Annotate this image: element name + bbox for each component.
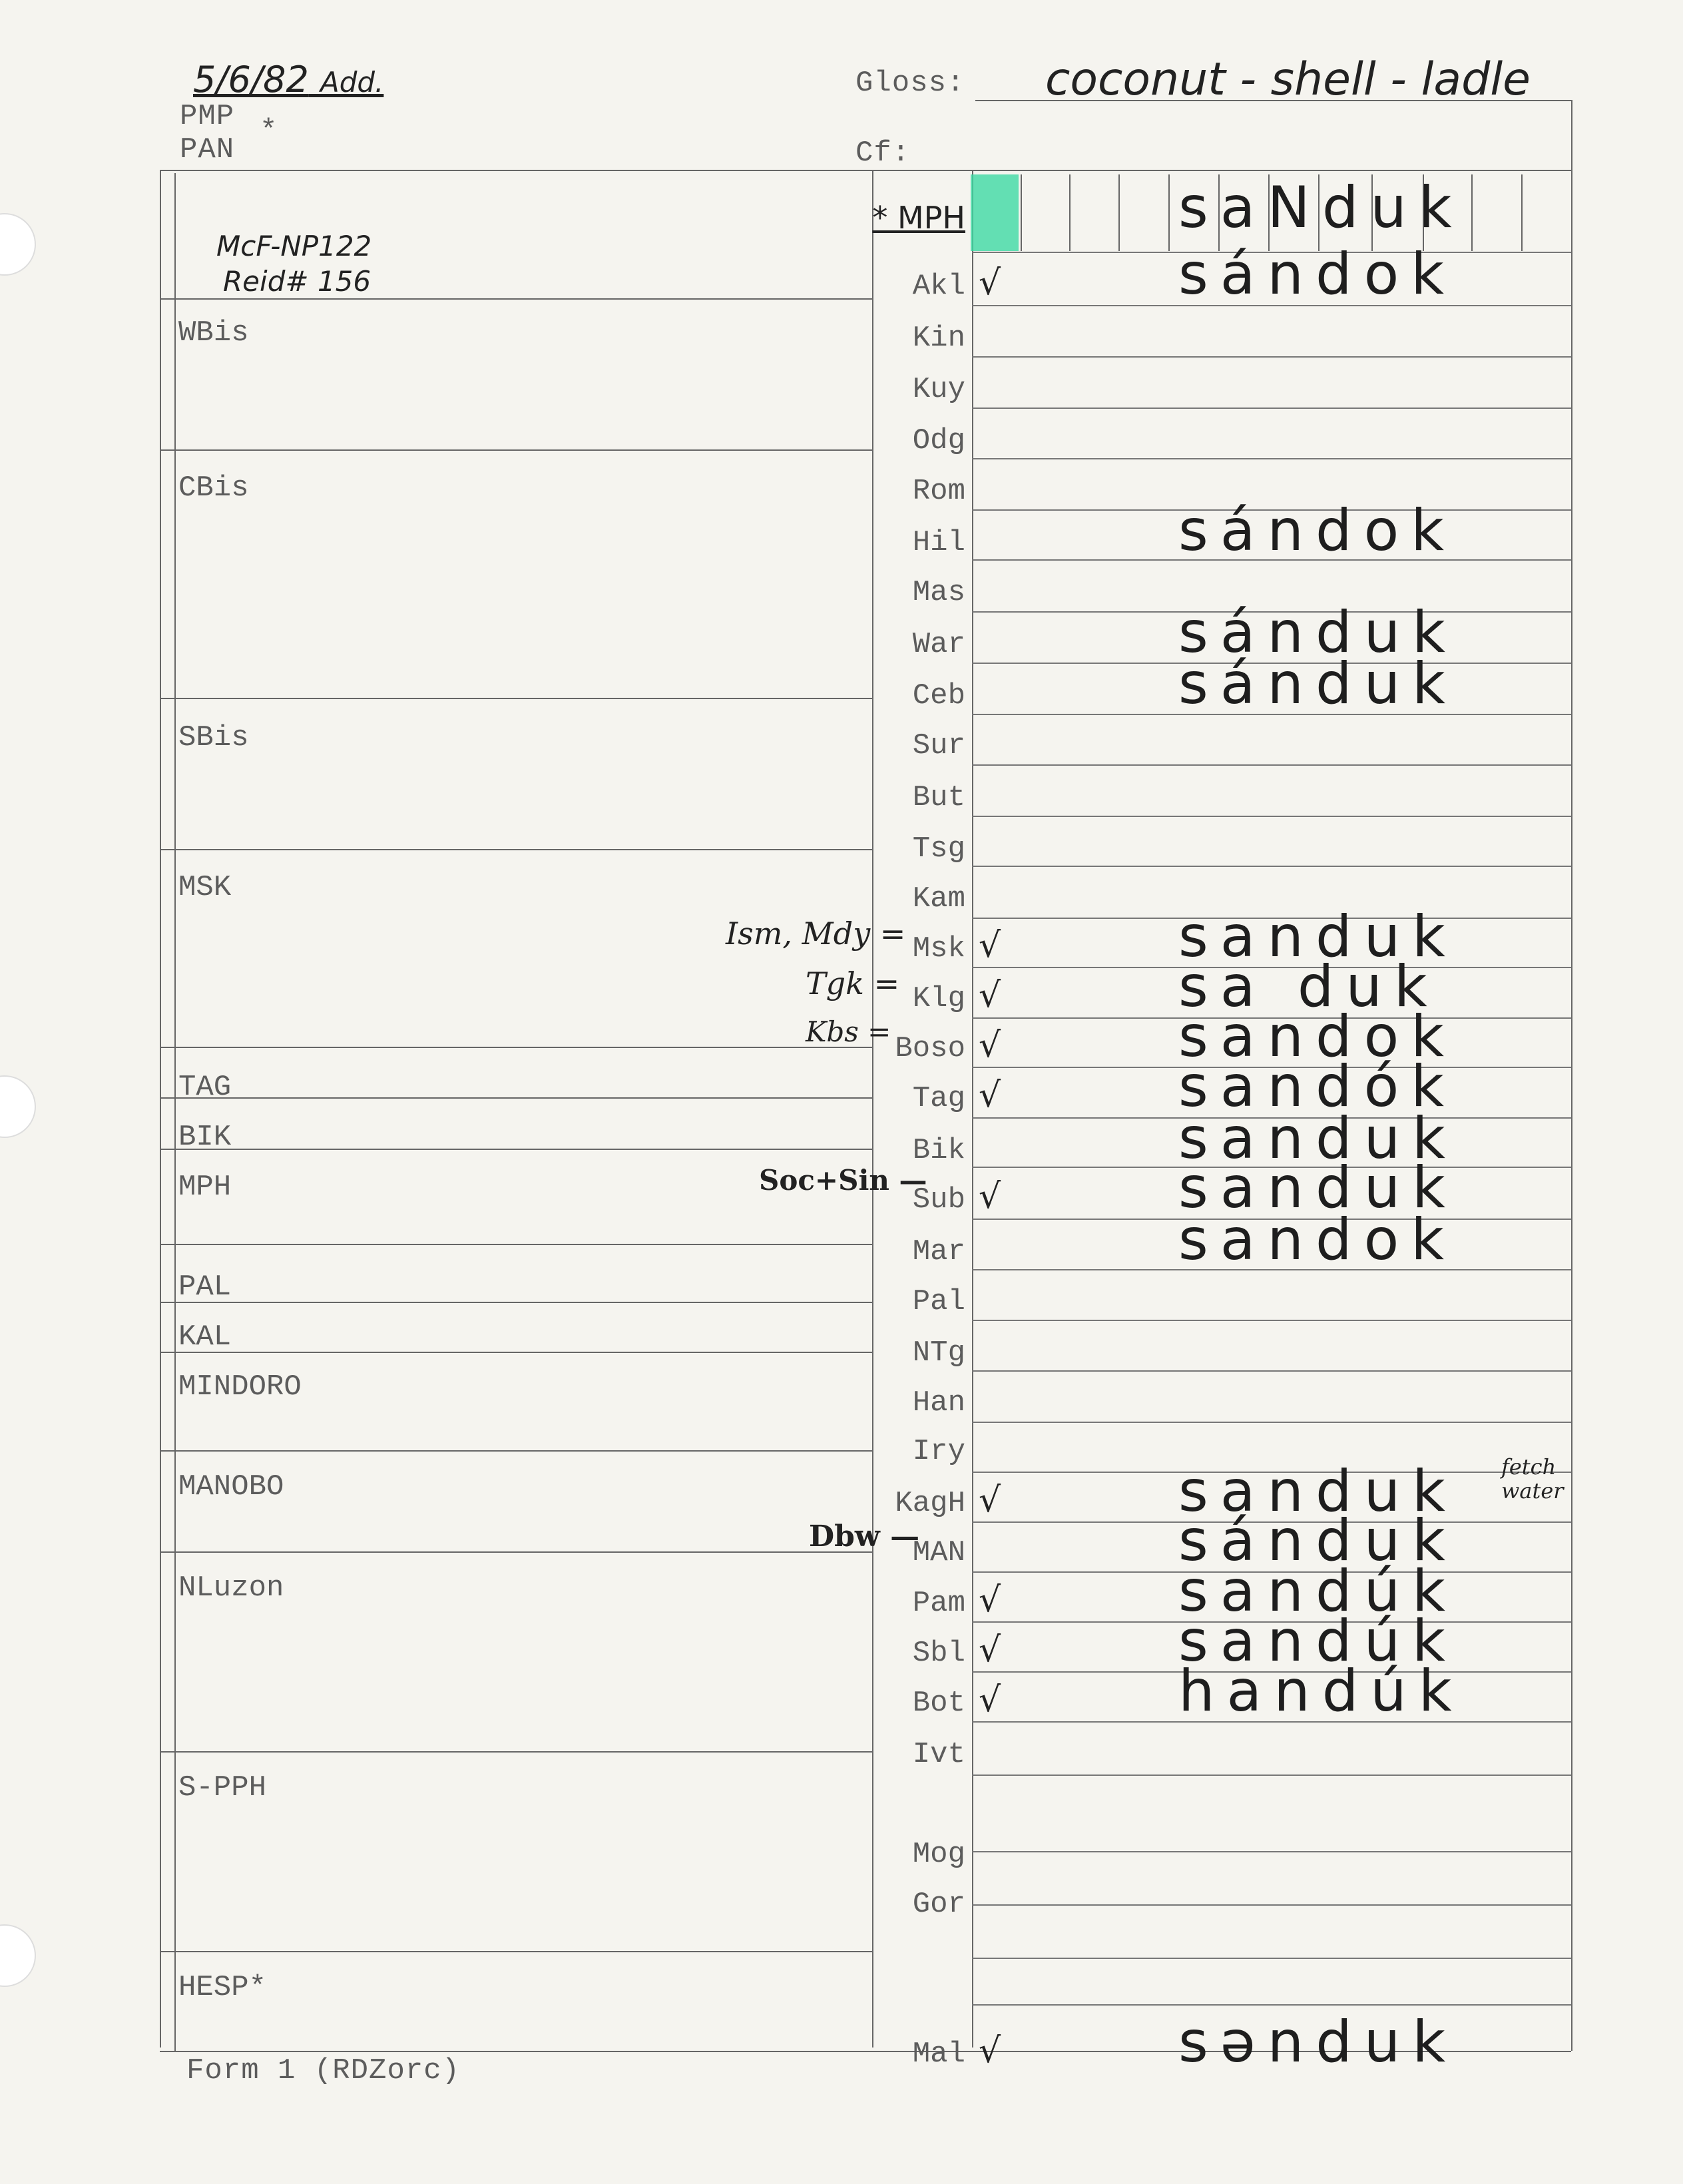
reflex-form: sánduk <box>1178 1507 1457 1574</box>
binder-hole-middle <box>0 1075 36 1138</box>
language-label: Tsg <box>912 832 965 866</box>
ref-mcfarland: McF-NP122 <box>216 230 372 262</box>
language-label: Sbl <box>912 1637 965 1670</box>
language-label: * MPH <box>872 200 965 236</box>
note-man: Dbw — <box>809 1519 920 1553</box>
footer-form-label: Form 1 (RDZorc) <box>186 2054 461 2087</box>
note-klg: Tgk = <box>806 965 900 1001</box>
reflex-form: sandók <box>1178 1053 1457 1120</box>
check-mark: √ <box>979 1630 1001 1670</box>
row-line <box>972 408 1571 409</box>
language-label: Kuy <box>912 373 965 406</box>
row-line <box>972 764 1571 766</box>
check-mark: √ <box>979 1025 1001 1065</box>
note-boso: Kbs = <box>806 1015 891 1048</box>
note-msk: Ism, Mdy = <box>726 916 906 952</box>
section-s-pph: S-PPH <box>178 1771 267 1804</box>
language-label: Klg <box>912 982 965 1015</box>
language-label: Hil <box>912 526 965 559</box>
sec-divider-12 <box>160 1551 872 1553</box>
check-mark: √ <box>979 2031 1001 2071</box>
language-label: Han <box>912 1386 965 1420</box>
row-line <box>972 1904 1571 1906</box>
reflex-form: sanduk <box>1178 1155 1457 1221</box>
reflex-form: sandúk <box>1178 1608 1457 1675</box>
language-label: Rom <box>912 475 965 508</box>
sec-divider-4 <box>160 849 872 850</box>
section-bik: BIK <box>178 1121 232 1154</box>
reflex-form: sandok <box>1178 1003 1457 1070</box>
row-line <box>972 1851 1571 1852</box>
language-label: MAN <box>912 1536 965 1569</box>
binder-hole-bottom <box>0 1924 36 1987</box>
gloss-label: Gloss: <box>855 67 965 100</box>
language-label: Tag <box>912 1082 965 1115</box>
row-line <box>972 1422 1571 1423</box>
language-label: Pam <box>912 1587 965 1620</box>
language-label: Kam <box>912 882 965 916</box>
language-label: Bot <box>912 1687 965 1720</box>
section-hesp: HESP* <box>178 1971 267 2004</box>
sec-divider-10 <box>160 1352 872 1353</box>
section-cbis: CBis <box>178 471 249 505</box>
section-mph: MPH <box>178 1171 232 1204</box>
language-label: Mas <box>912 576 965 609</box>
language-label: NTg <box>912 1336 965 1370</box>
section-manobo: MANOBO <box>178 1470 284 1503</box>
language-label: Pal <box>912 1285 965 1318</box>
mph-highlight <box>971 174 1019 251</box>
reflex-form: sanduk <box>1178 1105 1457 1172</box>
row-line <box>972 1774 1571 1776</box>
lang-col-divider <box>972 170 973 2048</box>
language-label: But <box>912 781 965 814</box>
table-right-border <box>1571 100 1572 2051</box>
reflex-form: sándok <box>1178 497 1457 564</box>
reflex-form: sa duk <box>1178 954 1439 1020</box>
language-label: Akl <box>912 270 965 303</box>
check-mark: √ <box>979 1580 1001 1620</box>
grid-col-11 <box>1521 174 1523 251</box>
check-mark: √ <box>979 1680 1001 1720</box>
row-line <box>972 866 1571 867</box>
note-sub: Soc+Sin — <box>759 1164 927 1197</box>
grid-col-2 <box>1069 174 1071 251</box>
sec-divider-7 <box>160 1149 872 1150</box>
ref-reid: Reid# 156 <box>223 265 371 298</box>
language-label: Msk <box>912 932 965 965</box>
pmp-label: PMP <box>180 100 235 133</box>
date-note: Add. <box>320 66 384 99</box>
section-wbis: WBis <box>178 316 249 350</box>
table-left-inner-border <box>174 173 176 2051</box>
sec-divider-13 <box>160 1751 872 1753</box>
language-label: Bik <box>912 1134 965 1167</box>
reflex-form: sandok <box>1178 1207 1457 1273</box>
language-label: Boso <box>895 1032 965 1065</box>
row-line <box>972 1370 1571 1372</box>
cf-label: Cf: <box>855 136 911 170</box>
section-mindoro: MINDORO <box>178 1370 302 1404</box>
check-mark: √ <box>979 263 1001 303</box>
sec-divider-9 <box>160 1302 872 1303</box>
sec-divider-5 <box>160 1047 872 1048</box>
table-top-border <box>160 170 1571 171</box>
row-line <box>972 2004 1571 2006</box>
language-label: Iry <box>912 1435 965 1468</box>
gloss-value: coconut - shell - ladle <box>1045 53 1531 106</box>
row-line <box>972 1320 1571 1321</box>
reflex-form: sənduk <box>1178 2009 1458 2075</box>
binder-hole-top <box>0 213 36 276</box>
reflex-form: saNduk <box>1178 174 1464 241</box>
language-label: Mal <box>912 2038 965 2071</box>
language-label: Kin <box>912 322 965 355</box>
language-label: KagH <box>895 1487 965 1520</box>
grid-col-10 <box>1471 174 1473 251</box>
section-pal: PAL <box>178 1270 232 1304</box>
pan-asterisk: * <box>260 115 278 148</box>
date: 5/6/82 Add. <box>193 59 384 101</box>
language-label: Gor <box>912 1888 965 1921</box>
language-label: Mar <box>912 1235 965 1268</box>
row-line <box>972 816 1571 817</box>
language-label: Sub <box>912 1183 965 1217</box>
section-nluzon: NLuzon <box>178 1571 284 1605</box>
row-line <box>972 356 1571 358</box>
row-line <box>972 1958 1571 1959</box>
table-left-border <box>160 170 161 2048</box>
language-label: War <box>912 628 965 661</box>
reflex-form: handúk <box>1178 1658 1464 1725</box>
gloss-underline <box>975 100 1571 101</box>
sec-divider-6 <box>160 1097 872 1099</box>
reflex-form: sandúk <box>1178 1558 1457 1625</box>
pan-label: PAN <box>180 133 235 166</box>
reflex-form: sánduk <box>1178 599 1457 666</box>
grid-col-4 <box>1168 174 1170 251</box>
note-kagh: fetch water <box>1501 1454 1564 1503</box>
sec-divider-2 <box>160 449 872 451</box>
grid-col-1 <box>1021 174 1022 251</box>
sec-divider-8 <box>160 1244 872 1245</box>
check-mark: √ <box>979 975 1001 1015</box>
row-line <box>972 458 1571 459</box>
sec-divider-3 <box>160 698 872 699</box>
language-label: Mog <box>912 1838 965 1871</box>
language-label: Ivt <box>912 1738 965 1771</box>
check-mark: √ <box>979 1075 1001 1115</box>
reflex-form: sánduk <box>1178 651 1457 717</box>
section-sbis: SBis <box>178 721 249 754</box>
reflex-form: sanduk <box>1178 904 1457 970</box>
sec-divider-14 <box>160 1951 872 1952</box>
check-mark: √ <box>979 1480 1001 1520</box>
sec-divider-1 <box>160 298 872 300</box>
reflex-form: sanduk <box>1178 1458 1457 1525</box>
sec-divider-11 <box>160 1450 872 1452</box>
language-label: Odg <box>912 424 965 457</box>
section-msk: MSK <box>178 871 232 904</box>
language-label: Ceb <box>912 679 965 712</box>
reflex-form: sándok <box>1178 241 1457 308</box>
section-tag: TAG <box>178 1071 232 1104</box>
check-mark: √ <box>979 926 1001 965</box>
section-kal: KAL <box>178 1320 232 1354</box>
grid-col-3 <box>1118 174 1120 251</box>
check-mark: √ <box>979 1177 1001 1217</box>
language-label: Sur <box>912 729 965 762</box>
